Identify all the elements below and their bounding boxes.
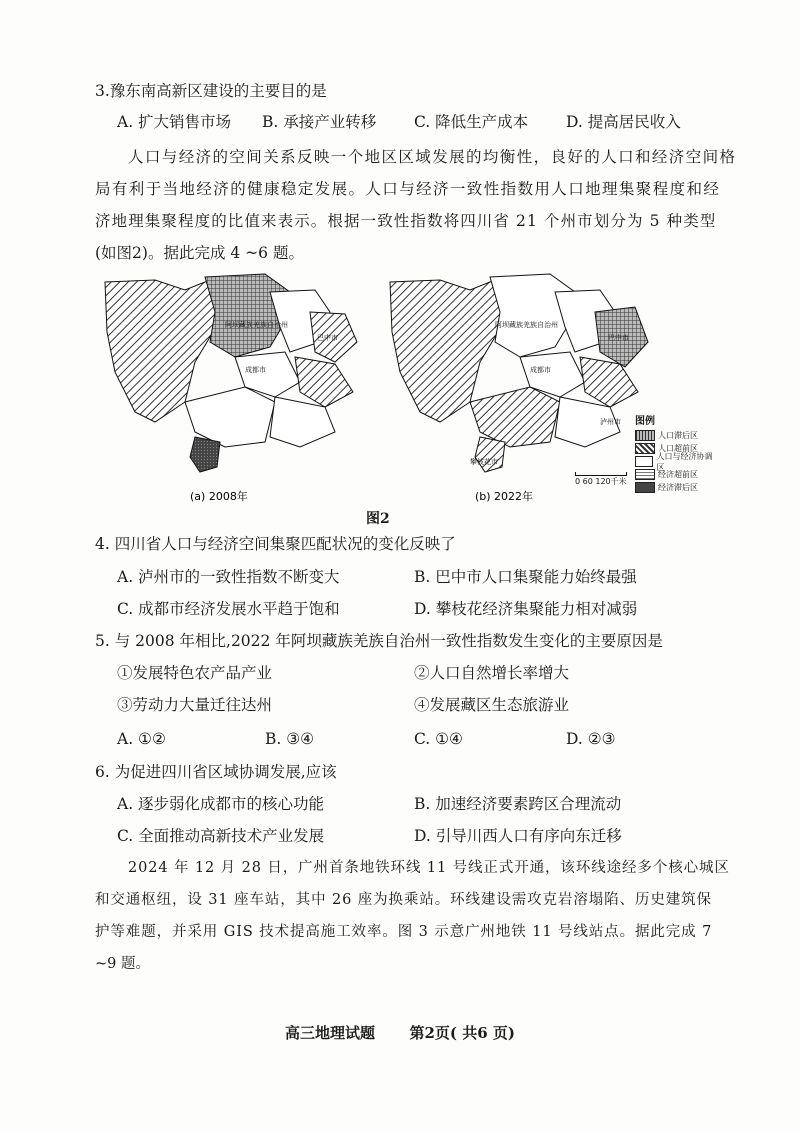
- q6-option-b: B. 加速经济要素跨区合理流动: [414, 795, 622, 813]
- legend-row-pop-lag: 人口滞后区: [635, 429, 715, 442]
- map-a-aba-label: 阿坝藏族羌族自治州: [225, 321, 288, 329]
- map-b-aba-label: 阿坝藏族羌族自治州: [495, 321, 558, 329]
- q5-option-c: C. ①④: [414, 730, 463, 748]
- q4-option-a: A. 泸州市的一致性指数不断变大: [117, 568, 340, 586]
- figure-2: [95, 272, 715, 512]
- passage1-line2: 局有利于当地经济的健康稳定发展。人口与经济一致性指数用人口地理集聚程度和经: [95, 180, 721, 198]
- passage1-line4: (如图2)。据此完成 4 ~6 题。: [95, 244, 304, 262]
- q3-option-c: C. 降低生产成本: [414, 113, 529, 131]
- q6-option-a: A. 逐步弱化成都市的核心功能: [117, 795, 325, 813]
- q6-option-d: D. 引导川西人口有序向东迁移: [414, 827, 622, 845]
- map-2022: [390, 274, 648, 503]
- footer-page-number: 第2页( 共6 页): [409, 1024, 515, 1042]
- q3-option-d: D. 提高居民收入: [566, 113, 681, 131]
- q5-option-a: A. ①②: [117, 730, 166, 748]
- map-b-panzhihua-label: 攀枝花市: [470, 458, 498, 466]
- map-b-bazhong-label: 巴中市: [608, 334, 629, 342]
- legend-row-econ-lead: 经济超前区: [635, 468, 715, 481]
- map-b-chengdu-label: 成都市: [530, 366, 551, 374]
- q4-option-b: B. 巴中市人口集聚能力始终最强: [414, 568, 637, 586]
- q6-option-c: C. 全面推动高新技术产业发展: [117, 827, 325, 845]
- map-b-panzhihua-region: [475, 437, 505, 472]
- scale-bar: [575, 472, 627, 487]
- q5-statement-1: ①发展特色农产品产业: [117, 664, 273, 682]
- map-b-luzhou-label: 泸州市: [600, 418, 621, 426]
- passage2-line1: 2024 年 12 月 28 日，广州首条地铁环线 11 号线正式开通，该环线途经多个核心城区: [128, 860, 730, 876]
- legend-title: 图例: [635, 416, 655, 427]
- q3-option-b: B. 承接产业转移: [262, 113, 377, 131]
- q3-stem: 3.豫东南高新区建设的主要目的是: [95, 82, 327, 100]
- passage2-line3: 护等难题，并采用 GIS 技术提高施工效率。图 3 示意广州地铁 11 号线站点。据此完成 7: [95, 924, 713, 940]
- legend-row-balanced: 人口与经济协调区: [635, 455, 715, 468]
- q3-option-a: A. 扩大销售市场: [117, 113, 232, 131]
- q5-statement-3: ③劳动力大量迁往达州: [117, 696, 273, 714]
- footer-subject: 高三地理试题: [285, 1024, 376, 1042]
- figure-2-caption: 图2: [366, 511, 390, 527]
- map-legend: [635, 412, 715, 494]
- q4-option-d: D. 攀枝花经济集聚能力相对减弱: [414, 600, 638, 618]
- legend-row-pop-lead: 人口超前区: [635, 442, 715, 455]
- map-2008: [105, 274, 357, 503]
- q5-statement-4: ④发展藏区生态旅游业: [414, 696, 570, 714]
- q4-option-c: C. 成都市经济发展水平趋于饱和: [117, 600, 340, 618]
- q5-option-b: B. ③④: [265, 730, 315, 748]
- q6-stem: 6. 为促进四川省区域协调发展,应该: [95, 763, 337, 781]
- q4-stem: 4. 四川省人口与经济空间集聚匹配状况的变化反映了: [95, 535, 456, 553]
- map-a-panzhihua-region: [190, 437, 220, 472]
- map-b-east-region: [580, 357, 638, 407]
- passage2-line2: 和交通枢纽，设 31 座车站，其中 26 座为换乘站。环线建设需攻克岩溶塌陷、历史建筑保: [95, 892, 712, 908]
- passage2-line4: ~9 题。: [95, 956, 150, 972]
- q5-statement-2: ②人口自然增长率增大: [414, 664, 570, 682]
- map-a-east-region: [295, 357, 353, 407]
- legend-row-econ-lag: 经济滞后区: [635, 481, 715, 494]
- map-b-caption: (b) 2022年: [475, 490, 534, 503]
- page-footer: [0, 1022, 800, 1043]
- map-a-chengdu-label: 成都市: [245, 366, 266, 374]
- passage1-line3: 济地理集聚程度的比值来表示。根据一致性指数将四川省 21 个州市划分为 5 种类型: [95, 212, 717, 230]
- q5-stem: 5. 与 2008 年相比,2022 年阿坝藏族羌族自治州一致性指数发生变化的主要原因是: [95, 632, 663, 650]
- q5-option-d: D. ②③: [566, 730, 616, 748]
- scale-label: 0 60 120千米: [575, 477, 627, 486]
- passage1-line1: 人口与经济的空间关系反映一个地区区域发展的均衡性，良好的人口和经济空间格: [128, 148, 737, 166]
- map-a-bazhong-label: 巴中市: [317, 334, 338, 342]
- map-a-caption: (a) 2008年: [190, 490, 248, 503]
